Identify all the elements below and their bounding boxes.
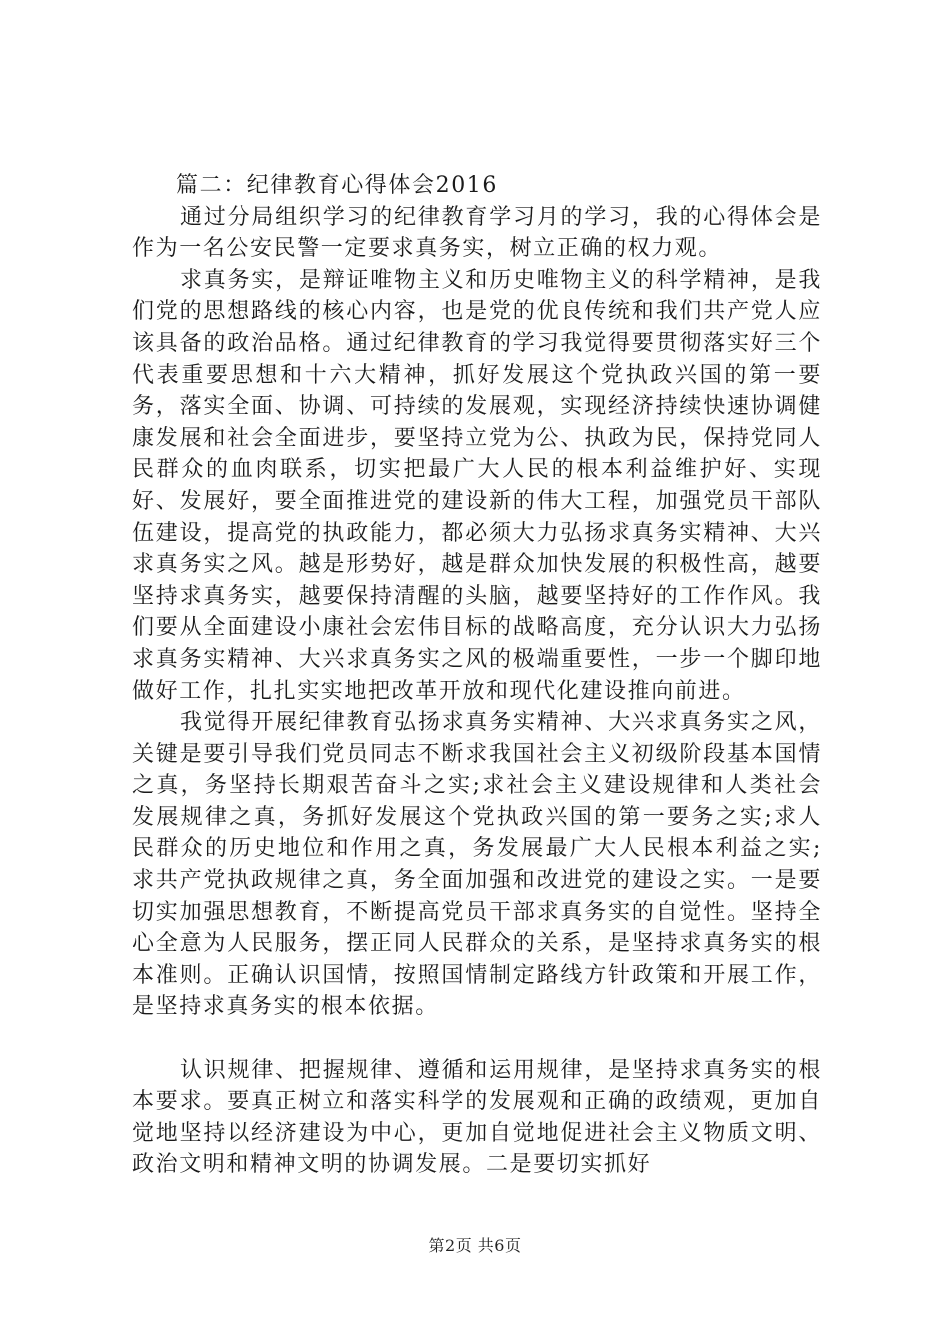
paragraph-intro: 通过分局组织学习的纪律教育学习月的学习，我的心得体会是作为一名公安民警一定要求真务实，树立正确的权力观。: [132, 204, 822, 262]
page-number-footer: 第2页 共6页: [428, 1236, 522, 1255]
paragraph-discipline-education: 我觉得开展纪律教育弘扬求真务实精神、大兴求真务实之风，关键是要引导我们党员同志不断求我国社会主义初级阶段基本国情之真，务坚持长期艰苦奋斗之实;求社会主义建设规律和人类社会发展规律之真，务抓好发展这个党执政兴国的第一要务之实;求人民群众的历史地位和作用之真，务发展最广大人民根本利益之实;求共产党执政规律之真，务全面加强和改进党的建设之实。一是要切实加强思想教育，不断提高党员干部求真务实的自觉性。坚持全心全意为人民服务，摆正同人民群众的关系，是坚持求真务实的根本准则。正确认识国情，按照国情制定路线方针政策和开展工作，是坚持求真务实的根本依据。: [132, 710, 822, 1020]
paragraph-seek-truth: 求真务实，是辩证唯物主义和历史唯物主义的科学精神，是我们党的思想路线的核心内容，也是党的优良传统和我们共产党人应该具备的政治品格。通过纪律教育的学习我觉得要贯彻落实好三个代表重要思想和十六大精神，抓好发展这个党执政兴国的第一要务，落实全面、协调、可持续的发展观，实现经济持续快速协调健康发展和社会全面进步，要坚持立党为公、执政为民，保持党同人民群众的血肉联系，切实把最广大人民的根本利益维护好、实现好、发展好，要全面推进党的建设新的伟大工程，加强党员干部队伍建设，提高党的执政能力，都必须大力弘扬求真务实精神、大兴求真务实之风。越是形势好，越是群众加快发展的积极性高，越要坚持求真务实，越要保持清醒的头脑，越要坚持好的工作作风。我们要从全面建设小康社会宏伟目标的战略高度，充分认识大力弘扬求真务实精神、大兴求真务实之风的极端重要性，一步一个脚印地做好工作，扎扎实实地把改革开放和现代化建设推向前进。: [132, 267, 822, 704]
document-body: [132, 170, 822, 1181]
paragraph-understand-laws: 认识规律、把握规律、遵循和运用规律，是坚持求真务实的根本要求。要真正树立和落实科学的发展观和正确的政绩观，更加自觉地坚持以经济建设为中心，更加自觉地促进社会主义物质文明、政治文明和精神文明的协调发展。二是要切实抓好: [132, 1057, 822, 1178]
section-heading: 篇二：纪律教育心得体会2016: [176, 173, 498, 198]
